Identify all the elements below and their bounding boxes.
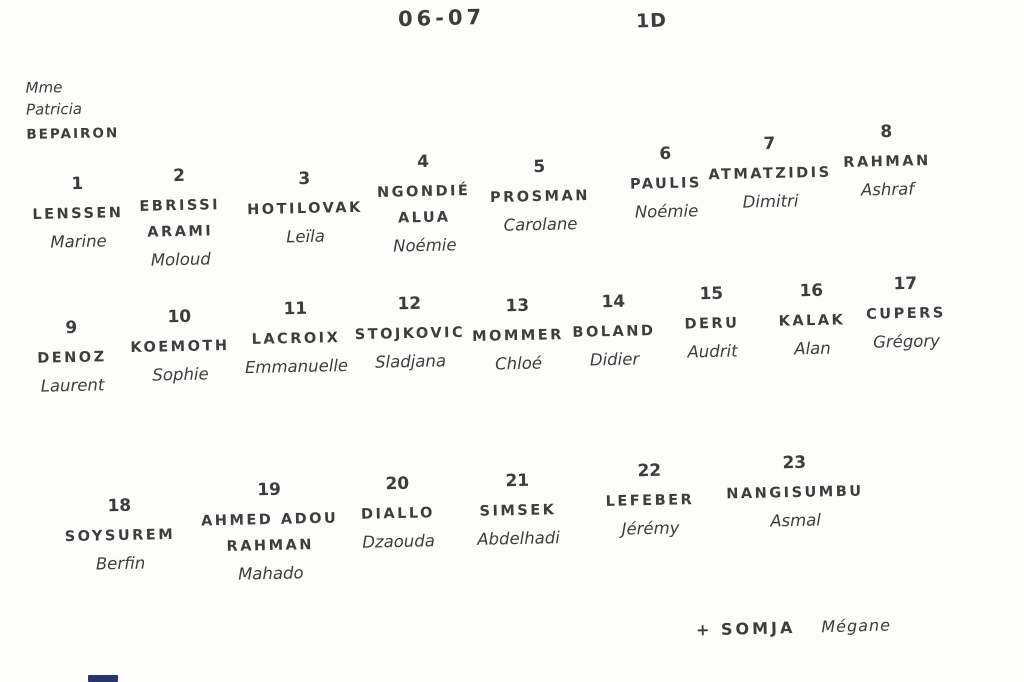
student-number: 17 [893, 273, 918, 295]
student-first-name: Ashraf [860, 179, 915, 200]
student-number: 1 [71, 173, 84, 195]
teacher-first-name: Patricia [25, 99, 83, 119]
student-first-name: Noémie [392, 235, 457, 256]
student-surname: LENSSEN [32, 205, 124, 223]
student-first-name: Jérémy [621, 518, 680, 539]
student-number: 7 [763, 133, 776, 155]
student-entry [719, 451, 871, 537]
added-student-surname: + SOMJA [695, 617, 796, 640]
student-first-name: Didier [589, 349, 640, 370]
student-first-name: Grégory [872, 331, 941, 352]
class-name-label: 1D [635, 9, 668, 33]
student-surname-2: RAHMAN [226, 537, 315, 555]
teacher-last-name: BEPAIRON [26, 125, 120, 143]
student-first-name: Marine [50, 231, 107, 252]
added-student-first-name: Mégane [821, 615, 892, 637]
student-first-name: Carolane [503, 214, 578, 235]
student-number: 10 [167, 306, 192, 328]
student-surname-2: ALUA [397, 209, 451, 227]
student-number: 15 [699, 283, 724, 305]
student-first-name: Sladjana [374, 351, 447, 372]
student-surname: NANGISUMBU [726, 483, 864, 503]
student-first-name: Abdelhadi [477, 528, 561, 549]
student-surname: CUPERS [866, 305, 946, 323]
student-number: 19 [257, 479, 282, 501]
student-surname: KALAK [778, 312, 846, 330]
student-first-name: Audrit [687, 341, 738, 362]
student-number: 23 [782, 452, 807, 474]
student-surname: DERU [684, 315, 740, 333]
student-number: 13 [505, 295, 530, 317]
student-first-name: Laurent [40, 375, 105, 396]
student-number: 20 [385, 473, 410, 495]
student-first-name: Chloé [494, 353, 543, 374]
student-surname: MOMMER [471, 327, 564, 345]
student-surname: RAHMAN [843, 153, 931, 171]
student-number: 9 [65, 317, 78, 339]
student-surname: LACROIX [251, 330, 341, 348]
student-number: 21 [505, 470, 530, 492]
student-surname: LEFEBER [605, 492, 695, 510]
school-year-label: 06-07 [397, 4, 486, 32]
student-number: 14 [601, 291, 626, 313]
student-surname: HOTILOVAK [247, 199, 363, 219]
student-number: 2 [172, 165, 186, 187]
student-first-name: Leïla [286, 226, 326, 247]
student-surname: BOLAND [572, 323, 656, 341]
student-surname: PROSMAN [489, 187, 591, 207]
student-number: 4 [416, 151, 430, 173]
student-surname: SIMSEK [479, 502, 557, 520]
student-first-name: Sophie [152, 364, 209, 385]
student-first-name: Dimitri [742, 191, 799, 212]
student-surname: ATMATZIDIS [708, 164, 832, 184]
student-first-name: Asmal [770, 510, 822, 531]
student-entry [811, 120, 963, 206]
student-number: 16 [799, 280, 824, 302]
student-number: 6 [659, 143, 672, 165]
student-surname: AHMED ADOU [200, 510, 339, 530]
student-surname: NGONDIÉ [376, 183, 471, 201]
student-entry [830, 272, 982, 358]
student-number: 3 [298, 168, 311, 190]
student-number: 5 [533, 156, 546, 178]
teacher-name-block [25, 75, 119, 146]
student-first-name: Dzaouda [362, 531, 436, 552]
added-student-note [696, 615, 891, 639]
student-number: 8 [880, 121, 893, 143]
scan-artifact-mark [88, 675, 118, 682]
student-surname: STOJKOVIC [354, 324, 466, 344]
student-number: 18 [107, 495, 132, 517]
student-first-name: Moloud [150, 249, 211, 270]
student-number: 11 [283, 298, 308, 320]
student-first-name: Noémie [634, 201, 699, 222]
student-surname: DIALLO [360, 505, 436, 523]
student-entry [574, 459, 726, 545]
student-surname: SOYSUREM [64, 526, 176, 546]
student-surname: DENOZ [37, 349, 107, 367]
student-surname: EBRISSI [139, 197, 221, 215]
student-first-name: Berfin [95, 553, 146, 574]
student-first-name: Alan [794, 338, 831, 359]
teacher-title: Mme [25, 78, 63, 97]
student-first-name: Emmanuelle [244, 355, 349, 378]
student-entry [44, 494, 196, 580]
student-entry [442, 469, 594, 555]
student-surname: KOEMOTH [130, 337, 230, 357]
student-number: 22 [637, 460, 662, 482]
student-surname: PAULIS [629, 175, 703, 193]
student-number: 12 [397, 293, 422, 315]
student-surname-2: ARAMI [147, 223, 214, 241]
student-first-name: Mahado [237, 563, 304, 584]
